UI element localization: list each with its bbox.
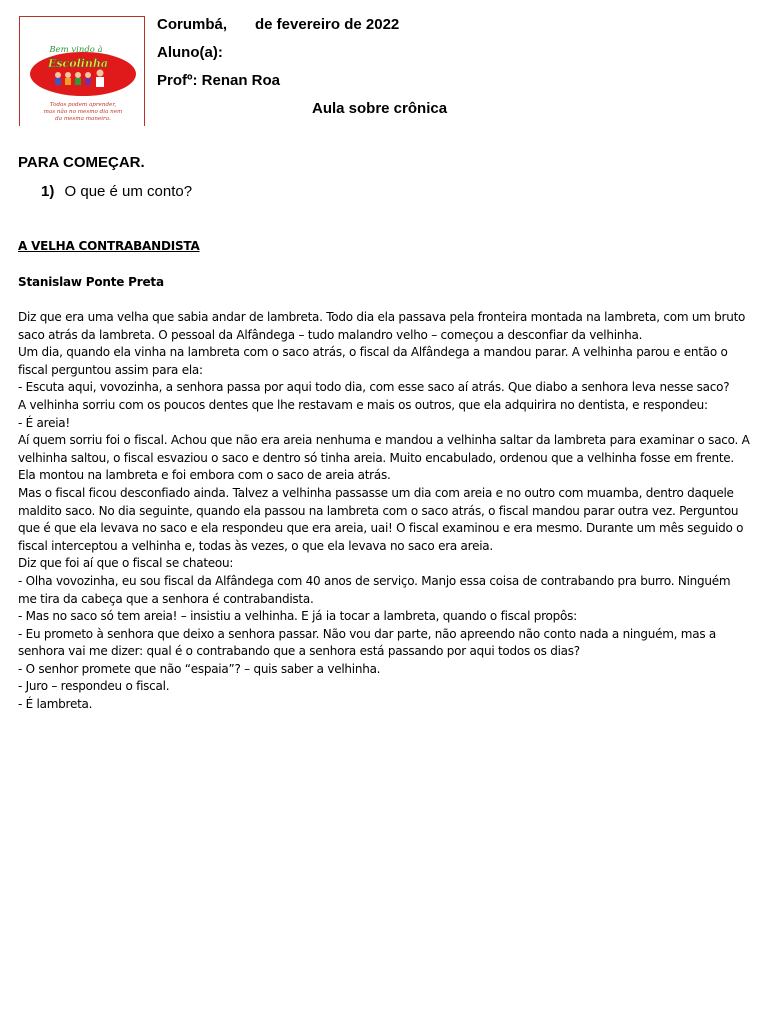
story-author: Stanislaw Ponte Preta [18,275,164,289]
logo-motto-line-2: mas não no mesmo dia nem [43,109,123,115]
story-paragraph: Aí quem sorriu foi o fiscal. Achou que não era areia nenhuma e mandou a velhinha saltar da lambreta para examinar o saco. A velhinha saltou, o fiscal esvaziou o saco e dentro só tinha areia. Muito encabulado, ordenou que a velhinha fosse em frente. Ela montou na lambreta e foi embora com o saco de areia atrás. [18,433,750,483]
question-item [41,183,192,200]
header-student-label: Aluno(a): [157,44,223,61]
story-body [18,309,750,714]
logo-motto-line-1: Todos podem aprender, [49,102,117,108]
story-paragraph: - É areia! [18,415,70,430]
question-number: 1) [41,183,55,200]
story-paragraph: Mas o fiscal ficou desconfiado ainda. Talvez a velhinha passasse um dia com areia e no outro com muamba, dentro daquele maldito saco. No dia seguinte, quando ela passou na lambreta com o saco atrás, o fiscal mandou parar outra vez. Perguntou que é que ela levava no saco e ela respondeu que era areia, uai! O fiscal examinou e era mesmo. Durante um mês seguido o fiscal interceptou a velhinha e, todas às vezes, o que ela levava no saco era areia. [18,485,744,553]
logo-school-name: Escolinha [47,57,109,70]
question-text: O que é um conto? [64,183,193,200]
story-paragraph: - É lambreta. [18,697,93,712]
story-paragraph: Um dia, quando ela vinha na lambreta com o saco atrás, o fiscal da Alfândega a mandou parar. A velhinha parou e então o fiscal perguntou assim para ela: [18,345,728,377]
story-paragraph: - Juro – respondeu o fiscal. [18,679,170,694]
story-paragraph: - O senhor promete que não “espaia”? – quis saber a velhinha. [18,661,381,676]
logo-greeting: Bem vindo à [49,45,103,55]
story-paragraph: - Olha vovozinha, eu sou fiscal da Alfândega com 40 anos de serviço. Manjo essa coisa de contrabando pra burro. Ninguém me tira da cabeça que a senhora é contrabandista. [18,573,731,606]
story-paragraph: - Escuta aqui, vovozinha, a senhora passa por aqui todo dia, com esse saco aí atrás. Que diabo a senhora leva nesse saco? [18,380,730,395]
section-title: PARA COMEÇAR. [18,154,145,171]
school-logo [19,16,145,126]
story-title: A VELHA CONTRABANDISTA [18,239,200,253]
header-city: Corumbá, [157,16,228,33]
header-teacher: Profº: Renan Roa [157,72,280,89]
header-lesson-title: Aula sobre crônica [312,100,448,117]
story-paragraph: - Eu prometo à senhora que deixo a senhora passar. Não vou dar parte, não apreendo não conto nada a ninguém, mas a senhora vai me dizer: qual é o contrabando que a senhora está passando por aqui todos os dias? [18,626,717,659]
story-paragraph: A velhinha sorriu com os poucos dentes que lhe restavam e mais os outros, que ela adquirira no dentista, e respondeu: [18,397,708,412]
story-paragraph: Diz que era uma velha que sabia andar de lambreta. Todo dia ela passava pela fronteira montada na lambreta, com um bruto saco atrás da lambreta. O pessoal da Alfândega – tudo malandro velho – começou a desconfiar da velhinha. [18,310,746,342]
story-paragraph: Diz que foi aí que o fiscal se chateou: [18,556,234,571]
logo-motto-line-3: da mesma maneira. [55,116,111,122]
header-date: de fevereiro de 2022 [255,16,400,33]
story-paragraph: - Mas no saco só tem areia! – insistiu a velhinha. E já ia tocar a lambreta, quando o fiscal propôs: [18,609,577,624]
